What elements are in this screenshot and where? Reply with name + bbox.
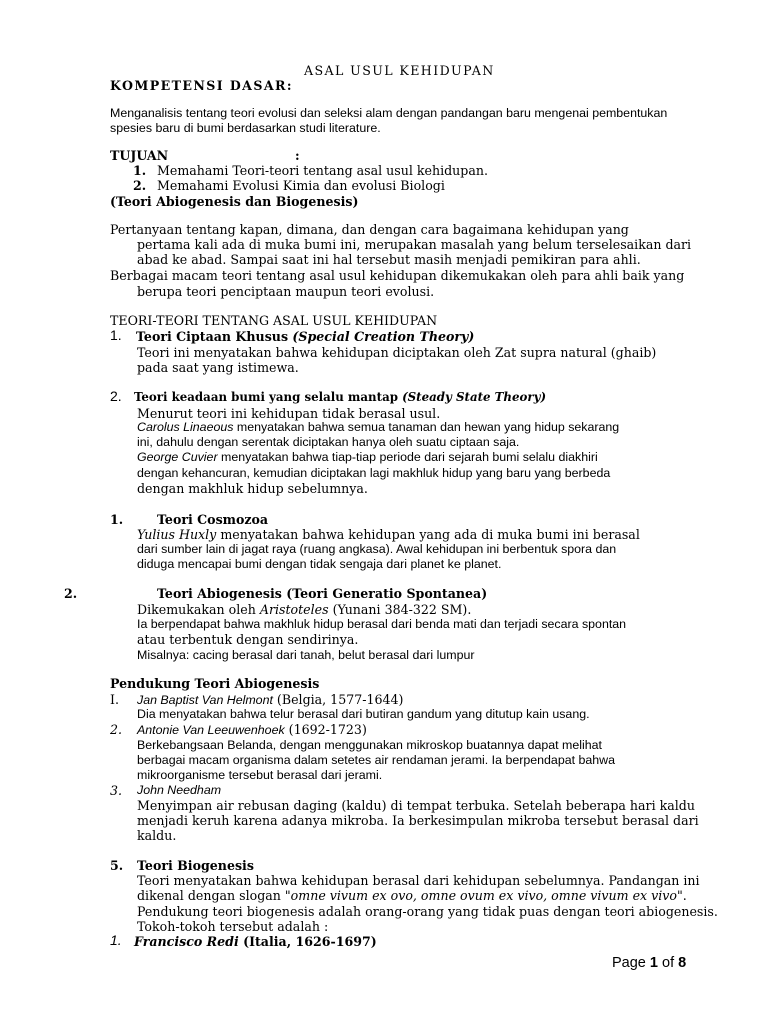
section-text-line: Yulius Huxly menyatakan bahwa kehidupan yang ada di muka bumi ini berasal [137, 527, 640, 542]
tujuan-item: Memahami Evolusi Kimia dan evolusi Biologi [157, 178, 445, 193]
tujuan-item-number: 2. [133, 178, 147, 193]
tujuan-label: TUJUAN [110, 148, 169, 163]
section-number: 1. [110, 512, 124, 527]
intro-line: berupa teori penciptaan maupun teori evolusi. [137, 284, 435, 299]
section-number: 2. [110, 388, 122, 404]
pendukung-text-line: Dia menyatakan bahwa telur berasal dari butiran gandum yang ditutup kain usang. [137, 707, 590, 721]
teori-heading: TEORI-TEORI TENTANG ASAL USUL KEHIDUPAN [110, 313, 438, 328]
pendukung-name: John Needham [137, 783, 222, 797]
section-title-ciptaan-khusus: Teori Ciptaan Khusus (Special Creation Theory) [136, 329, 475, 344]
pendukung-heading: Pendukung Teori Abiogenesis [110, 676, 320, 691]
page-indicator [612, 955, 686, 971]
intro-line: pertama kali ada di muka bumi ini, merupakan masalah yang belum terselesaikan dari [137, 237, 692, 252]
section-title-abiogenesis: Teori Abiogenesis (Teori Generatio Spontanea) [157, 586, 488, 601]
section-text-line: dengan makhluk hidup sebelumnya. [137, 481, 368, 496]
section-text-line: dengan kehancuran, kemudian diciptakan lagi makhluk hidup yang baru yang berbeda [137, 466, 611, 480]
section-text-line: dari sumber lain di jagat raya (ruang angkasa). Awal kehidupan ini berbentuk spora dan [137, 542, 617, 556]
section-text-line: dikenal dengan slogan "omne vivum ex ovo, omne ovum ex vivo, omne vivum ex vivo". [137, 888, 687, 903]
section-number: 2. [64, 586, 78, 601]
tujuan-item: Memahami Teori-teori tentang asal usul kehidupan. [157, 163, 488, 178]
page-of: of [662, 955, 675, 971]
section-text-line: Ia berpendapat bahwa makhluk hidup berasal dari benda mati dan terjadi secara spontan [137, 617, 627, 631]
kompetensi-text-line: Menganalisis tentang teori evolusi dan seleksi alam dengan pandangan baru mengenai pembentukan [110, 106, 668, 120]
page-label: Page [612, 955, 646, 971]
section-text-line: Pendukung teori biogenesis adalah orang-orang yang tidak puas dengan teori abiogenesis. [137, 904, 718, 919]
section-number: 1. [110, 327, 122, 343]
pendukung-text-line: Menyimpan air rebusan daging (kaldu) di tempat terbuka. Setelah beberapa hari kaldu [137, 798, 695, 813]
intro-line: Berbagai macam teori tentang asal usul kehidupan dikemukakan oleh para ahli baik yang [110, 268, 685, 283]
pendukung-text-line: kaldu. [137, 828, 177, 843]
tujuan-subtitle: (Teori Abiogenesis dan Biogenesis) [110, 194, 359, 209]
intro-line: Pertanyaan tentang kapan, dimana, dan dengan cara bagaimana kehidupan yang [110, 222, 629, 237]
section-text-line: Teori ini menyatakan bahwa kehidupan diciptakan oleh Zat supra natural (ghaib) [137, 345, 657, 360]
section-title-cosmozoa: Teori Cosmozoa [157, 512, 269, 527]
page-total: 8 [678, 955, 687, 971]
tujuan-item-number: 1. [133, 163, 147, 178]
section-text-line: Teori menyatakan bahwa kehidupan berasal dari kehidupan sebelumnya. Pandangan ini [137, 873, 700, 888]
section-text-line: ini, dahulu dengan serentak diciptakan hanya oleh suatu ciptaan saja. [137, 435, 520, 449]
pendukung-text-line: berbagai macam organisma dalam setetes air rendaman jerami. Ia berpendapat bahwa [137, 753, 615, 767]
page-title: ASAL USUL KEHIDUPAN [304, 63, 495, 78]
pendukung-number: I. [110, 692, 119, 707]
pendukung-name: Jan Baptist Van Helmont (Belgia, 1577-1644) [137, 692, 404, 707]
section-title-steady-state: Teori keadaan bumi yang selalu mantap (Steady State Theory) [134, 390, 547, 404]
pendukung-text-line: mikroorganisme tersebut berasal dari jerami. [137, 768, 383, 782]
section-text-line: Tokoh-tokoh tersebut adalah : [137, 919, 329, 934]
section-text-line: Menurut teori ini kehidupan tidak berasal usul. [137, 406, 441, 421]
page-number: 1 [649, 955, 658, 971]
section-text-line: Carolus Linaeous menyatakan bahwa semua tanaman dan hewan yang hidup sekarang [137, 420, 620, 434]
section-text-line: atau terbentuk dengan sendirinya. [137, 632, 359, 647]
tujuan-colon: : [295, 148, 300, 163]
pendukung-number: 3. [110, 783, 123, 798]
pendukung-text-line: Berkebangsaan Belanda, dengan menggunakan mikroskop buatannya dapat melihat [137, 738, 602, 752]
section-text-line: diduga mencapai bumi dengan tidak sengaja dari planet ke planet. [137, 557, 502, 571]
kompetensi-text-line: spesies baru di bumi berdasarkan studi literature. [110, 121, 381, 135]
pendukung-number: 2. [110, 722, 123, 737]
section-text-line: Dikemukakan oleh Aristoteles (Yunani 384-322 SM). [137, 602, 472, 617]
section-text-line: Misalnya: cacing berasal dari tanah, belut berasal dari lumpur [137, 648, 475, 662]
section-number: 1. [110, 932, 122, 948]
intro-line: abad ke abad. Sampai saat ini hal tersebut masih menjadi pemikiran para ahli. [137, 252, 641, 267]
pendukung-name: Antonie Van Leeuwenhoek (1692-1723) [137, 722, 367, 737]
section-number: 5. [110, 858, 124, 873]
biogenesis-figure: Francisco Redi (Italia, 1626-1697) [134, 934, 377, 949]
kompetensi-label: KOMPETENSI DASAR: [110, 78, 293, 93]
pendukung-text-line: menjadi keruh karena adanya mikroba. Ia berkesimpulan mikroba tersebut berasal dari [137, 813, 699, 828]
section-text-line: pada saat yang istimewa. [137, 360, 299, 375]
section-text-line: George Cuvier menyatakan bahwa tiap-tiap periode dari sejarah bumi selalu diakhiri [137, 450, 598, 464]
section-title-biogenesis: Teori Biogenesis [137, 858, 254, 873]
